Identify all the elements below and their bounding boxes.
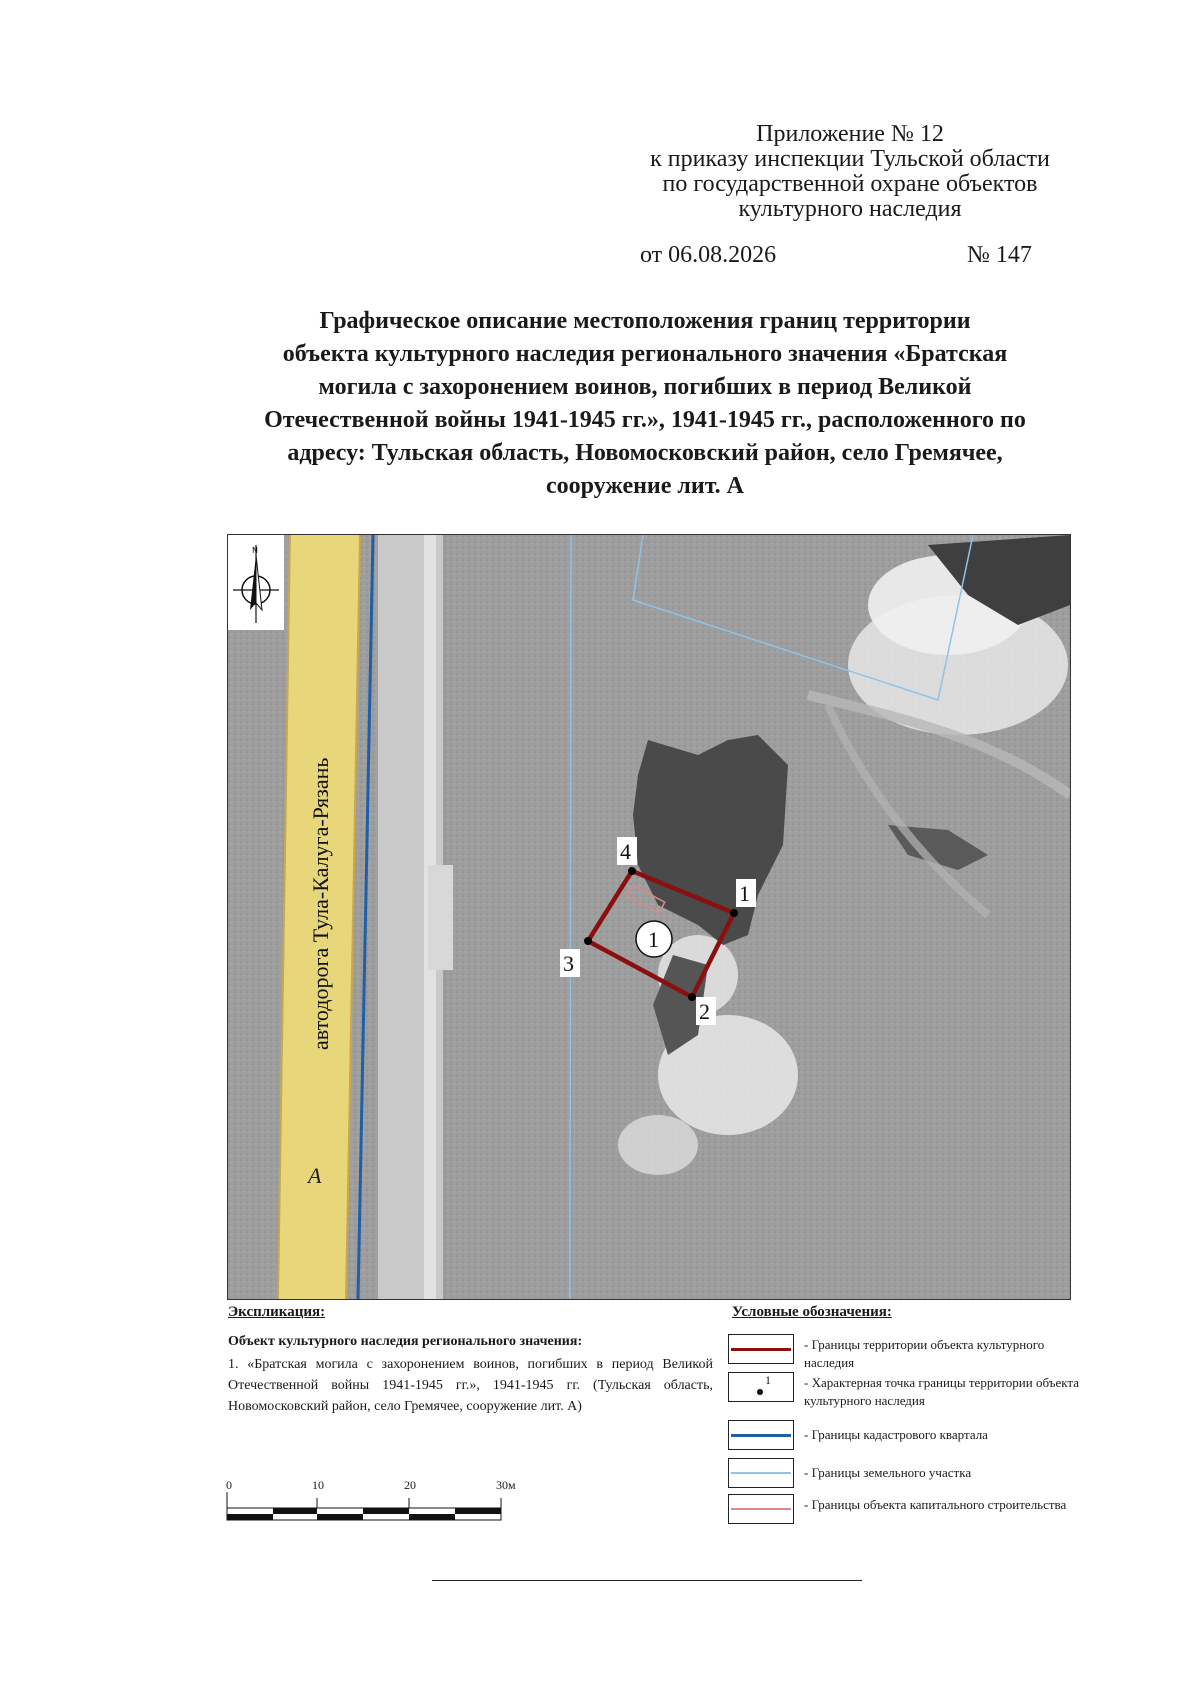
scale-label: 20	[404, 1478, 416, 1492]
explication-heading: Экспликация:	[228, 1304, 326, 1320]
legend-text: - Границы кадастрового квартала	[804, 1427, 988, 1442]
legend-symbol-point	[728, 1372, 794, 1402]
explication-text: 1. «Братская могила с захоронением воинов, погибших в период Великой Отечественной войны 1941-1945 гг.», 1941-1945 гг. (Тульская область, Новомосковский район, село Гремячее, сооружение лит. А)	[228, 1357, 713, 1414]
characteristic-point	[628, 867, 636, 875]
title-line: Отечественной войны 1941-1945 гг.», 1941-1945 гг., расположенного по	[264, 407, 1026, 433]
title-line: Графическое описание местоположения границ территории	[319, 308, 971, 334]
title-line: адресу: Тульская область, Новомосковский район, село Гремячее,	[287, 440, 1003, 466]
title-line: сооружение лит. А	[545, 473, 745, 499]
explication-subheading: Объект культурного наследия регионального значения:	[228, 1334, 583, 1349]
scale-label: 0	[226, 1478, 232, 1492]
legend-symbol-cadastral	[728, 1420, 794, 1450]
roadside-structure	[428, 865, 453, 970]
svg-text:N: N	[252, 546, 258, 555]
object-number: 1	[648, 927, 659, 952]
order-date: от 06.08.2026	[640, 242, 777, 268]
legend-text: - Границы объекта капитального строительства	[804, 1497, 1067, 1512]
point-label-1: 1	[739, 881, 750, 906]
legend-symbol-land-plot	[728, 1458, 794, 1488]
legend-heading: Условные обозначения:	[732, 1304, 892, 1320]
title-line: могила с захоронением воинов, погибших в период Великой	[318, 374, 972, 400]
legend-item-point	[728, 1372, 1088, 1412]
point-label-4: 4	[620, 839, 631, 864]
legend-text: - Границы территории объекта культурного наследия	[804, 1337, 1045, 1370]
order-number: № 147	[967, 242, 1032, 268]
appendix-line: по государственной охране объектов	[662, 171, 1038, 197]
characteristic-point	[730, 909, 738, 917]
legend-item-territory	[728, 1334, 1088, 1374]
legend-item-capital-construction	[728, 1494, 1088, 1534]
road-label: автодорога Тула-Калуга-Рязань	[308, 757, 333, 1050]
appendix-line: Приложение № 12	[756, 121, 944, 147]
point-label-2: 2	[699, 999, 710, 1024]
site-map	[227, 534, 1071, 1300]
document-title	[175, 305, 1115, 503]
characteristic-point	[688, 993, 696, 1001]
legend-item-cadastral	[728, 1420, 1088, 1460]
appendix-line: культурного наследия	[738, 196, 962, 222]
legend-text: - Границы земельного участка	[804, 1465, 972, 1480]
appendix-header	[590, 122, 1110, 222]
scale-label: 10	[312, 1478, 324, 1492]
scale-bar-graphic	[226, 1492, 516, 1522]
scale-label: 30м	[496, 1478, 516, 1492]
site-map-svg	[228, 535, 1070, 1299]
title-line: объекта культурного наследия регионального значения «Братская	[282, 341, 1008, 367]
legend-text: - Характерная точка границы территории объекта культурного наследия	[804, 1375, 1079, 1408]
characteristic-point	[584, 937, 592, 945]
legend-symbol-territory	[728, 1334, 794, 1364]
legend-item-land-plot	[728, 1458, 1088, 1498]
light-patch	[618, 1115, 698, 1175]
legend-point-label: 1	[765, 1373, 771, 1387]
land-plot-boundary	[570, 535, 571, 1299]
road-letter: А	[308, 1163, 322, 1188]
point-label-3: 3	[563, 951, 574, 976]
appendix-line: к приказу инспекции Тульской области	[650, 146, 1050, 172]
signature-line	[432, 1580, 862, 1581]
legend-symbol-capital-construction	[728, 1494, 794, 1524]
